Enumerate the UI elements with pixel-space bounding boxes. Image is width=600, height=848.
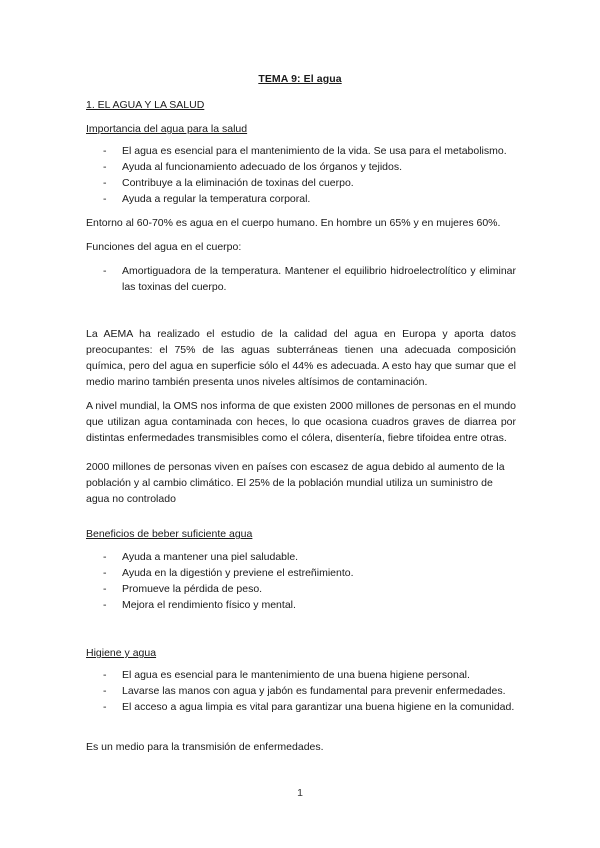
funciones-list bbox=[86, 263, 516, 295]
list-item: - Mejora el rendimiento físico y mental. bbox=[86, 597, 516, 613]
list-item: - Ayuda a regular la temperatura corporal. bbox=[86, 191, 516, 207]
aema-paragraph: La AEMA ha realizado el estudio de la calidad del agua en Europa y aporta datos preocupantes: el 75% de las aguas subterráneas tienen una adecuada composición química, pero del agua en superficie sólo el 44% es adecuada. A esto hay que sumar que el medio marino también presenta unos niveles altísimos de contaminación. bbox=[86, 328, 516, 388]
higiene-list bbox=[86, 667, 516, 715]
list-item: - Promueve la pérdida de peso. bbox=[86, 581, 516, 597]
list-item: - El acceso a agua limpia es vital para garantizar una buena higiene en la comunidad. bbox=[86, 699, 516, 715]
beneficios-list bbox=[86, 549, 516, 613]
page-title: TEMA 9: El agua bbox=[258, 73, 342, 85]
list-item: - Ayuda al funcionamiento adecuado de los órganos y tejidos. bbox=[86, 159, 516, 175]
subheading-importancia: Importancia del agua para la salud bbox=[86, 123, 248, 135]
subheading-beneficios: Beneficios de beber suficiente agua bbox=[86, 528, 253, 540]
list-item: - Amortiguadora de la temperatura. Mantener el equilibrio hidroelectrolítico y eliminar las toxinas del cuerpo. bbox=[86, 263, 516, 295]
list-item: - Ayuda en la digestión y previene el estreñimiento. bbox=[86, 565, 516, 581]
list-item: - El agua es esencial para le mantenimiento de una buena higiene personal. bbox=[86, 667, 516, 683]
list-item: - Ayuda a mantener una piel saludable. bbox=[86, 549, 516, 565]
list-item: - Contribuye a la eliminación de toxinas del cuerpo. bbox=[86, 175, 516, 191]
oms-paragraph: A nivel mundial, la OMS nos informa de que existen 2000 millones de personas en el mundo que utilizan agua contaminada con heces, lo que ocasiona cuadros graves de diarrea por distintas enfermedades transmisibles como el cólera, disentería, fiebre tifoidea entre otras. bbox=[86, 400, 516, 444]
higiene-nota: Es un medio para la transmisión de enfermedades. bbox=[86, 741, 324, 753]
list-item: - Lavarse las manos con agua y jabón es fundamental para prevenir enfermedades. bbox=[86, 683, 516, 699]
porcentaje-paragraph: Entorno al 60-70% es agua en el cuerpo humano. En hombre un 65% y en mujeres 60%. bbox=[86, 217, 501, 229]
page-number: 1 bbox=[297, 787, 303, 799]
importancia-list bbox=[86, 143, 516, 207]
escasez-paragraph: 2000 millones de personas viven en países con escasez de agua debido al aumento de la población y al cambio climático. El 25% de la población mundial utiliza un suministro de agua no controlado bbox=[86, 461, 505, 505]
subheading-higiene: Higiene y agua bbox=[86, 647, 157, 659]
section-heading-agua-salud: 1. EL AGUA Y LA SALUD bbox=[86, 99, 205, 111]
funciones-heading: Funciones del agua en el cuerpo: bbox=[86, 241, 242, 253]
list-item: - El agua es esencial para el mantenimiento de la vida. Se usa para el metabolismo. bbox=[86, 143, 516, 159]
